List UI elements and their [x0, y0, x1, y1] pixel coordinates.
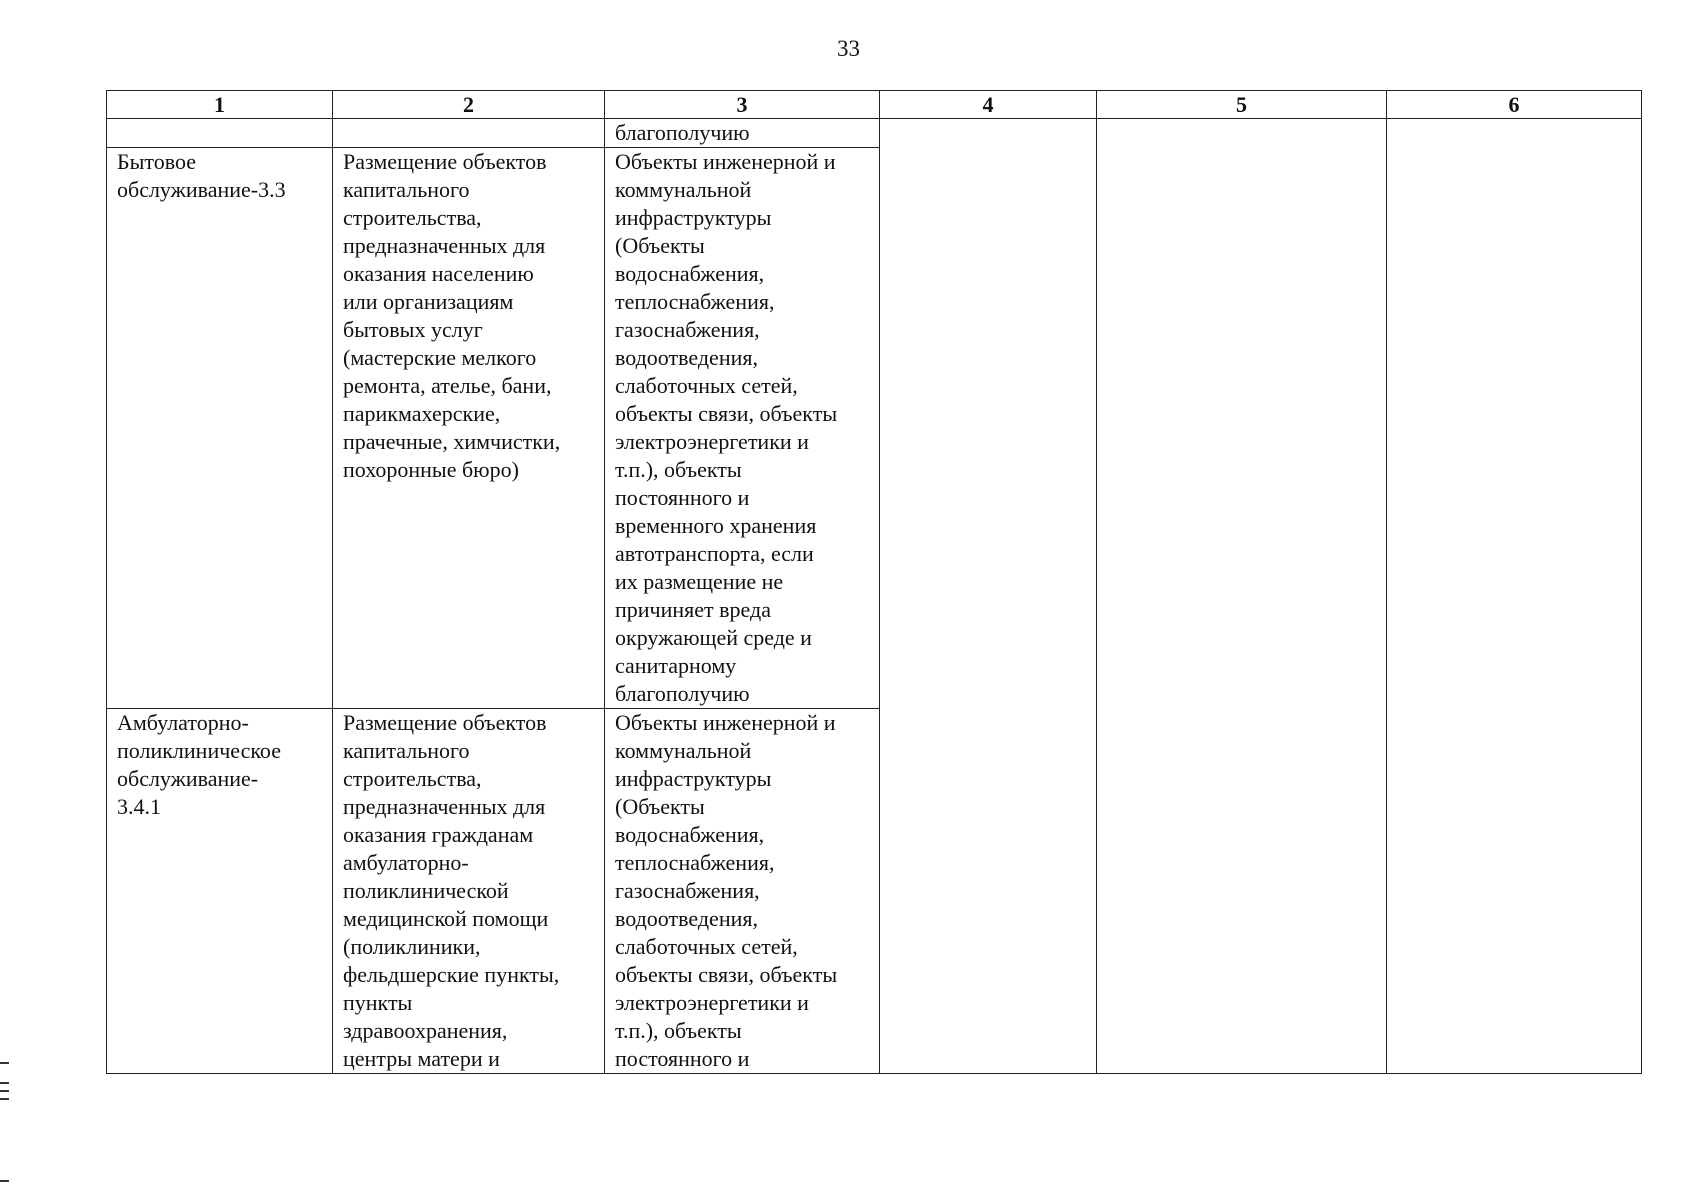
- scan-edge-mark: [0, 1090, 9, 1092]
- column-header-5: 5: [1097, 91, 1387, 119]
- table-row-continuation: [107, 119, 1642, 148]
- continuation-cell-col1: [107, 119, 333, 148]
- land-use-type-cell: Бытовое обслуживание-3.3: [107, 148, 333, 709]
- column-header-2: 2: [333, 91, 605, 119]
- continuation-cell-col2: [333, 119, 605, 148]
- auxiliary-objects-cell: Объекты инженерной и коммунальной инфраструктуры (Объекты водоснабжения, теплоснабжения, газоснабжения, водоотведения, слаботочных сетей, объекты связи, объекты электроэнергетики и т.п.), объекты постоянного и: [605, 709, 880, 1074]
- land-use-description-cell: Размещение объектов капитального строительства, предназначенных для оказания населению или организациям бытовых услуг (мастерские мелкого ремонта, ателье, бани, парикмахерские, прачечные, химчистки, похоронные бюро): [333, 148, 605, 709]
- table-header-row: [107, 91, 1642, 119]
- page-number: 33: [837, 36, 860, 61]
- auxiliary-objects-cell: Объекты инженерной и коммунальной инфраструктуры (Объекты водоснабжения, теплоснабжения, газоснабжения, водоотведения, слаботочных сетей, объекты связи, объекты электроэнергетики и т.п.), объекты постоянного и временного хранения автотранспорта, если их размещение не причиняет вреда окружающей среде и санитарному благополучию: [605, 148, 880, 709]
- scan-edge-mark: [0, 1082, 9, 1084]
- column-header-6: 6: [1387, 91, 1642, 119]
- scan-edge-mark: [0, 1062, 9, 1064]
- continuation-cell-col3: благополучию: [605, 119, 880, 148]
- column-header-4: 4: [880, 91, 1097, 119]
- empty-column-5: [1097, 119, 1387, 1074]
- land-use-table: [106, 90, 1642, 1074]
- column-header-3: 3: [605, 91, 880, 119]
- empty-column-6: [1387, 119, 1642, 1074]
- land-use-description-cell: Размещение объектов капитального строительства, предназначенных для оказания гражданам амбулаторно- поликлинической медицинской помощи (поликлиники, фельдшерские пункты, пункты здравоохранения, центры матери и: [333, 709, 605, 1074]
- empty-column-4: [880, 119, 1097, 1074]
- column-header-1: 1: [107, 91, 333, 119]
- scan-edge-mark: [0, 1098, 9, 1100]
- land-use-type-cell: Амбулаторно- поликлиническое обслуживание- 3.4.1: [107, 709, 333, 1074]
- scan-edge-mark: [0, 1180, 9, 1182]
